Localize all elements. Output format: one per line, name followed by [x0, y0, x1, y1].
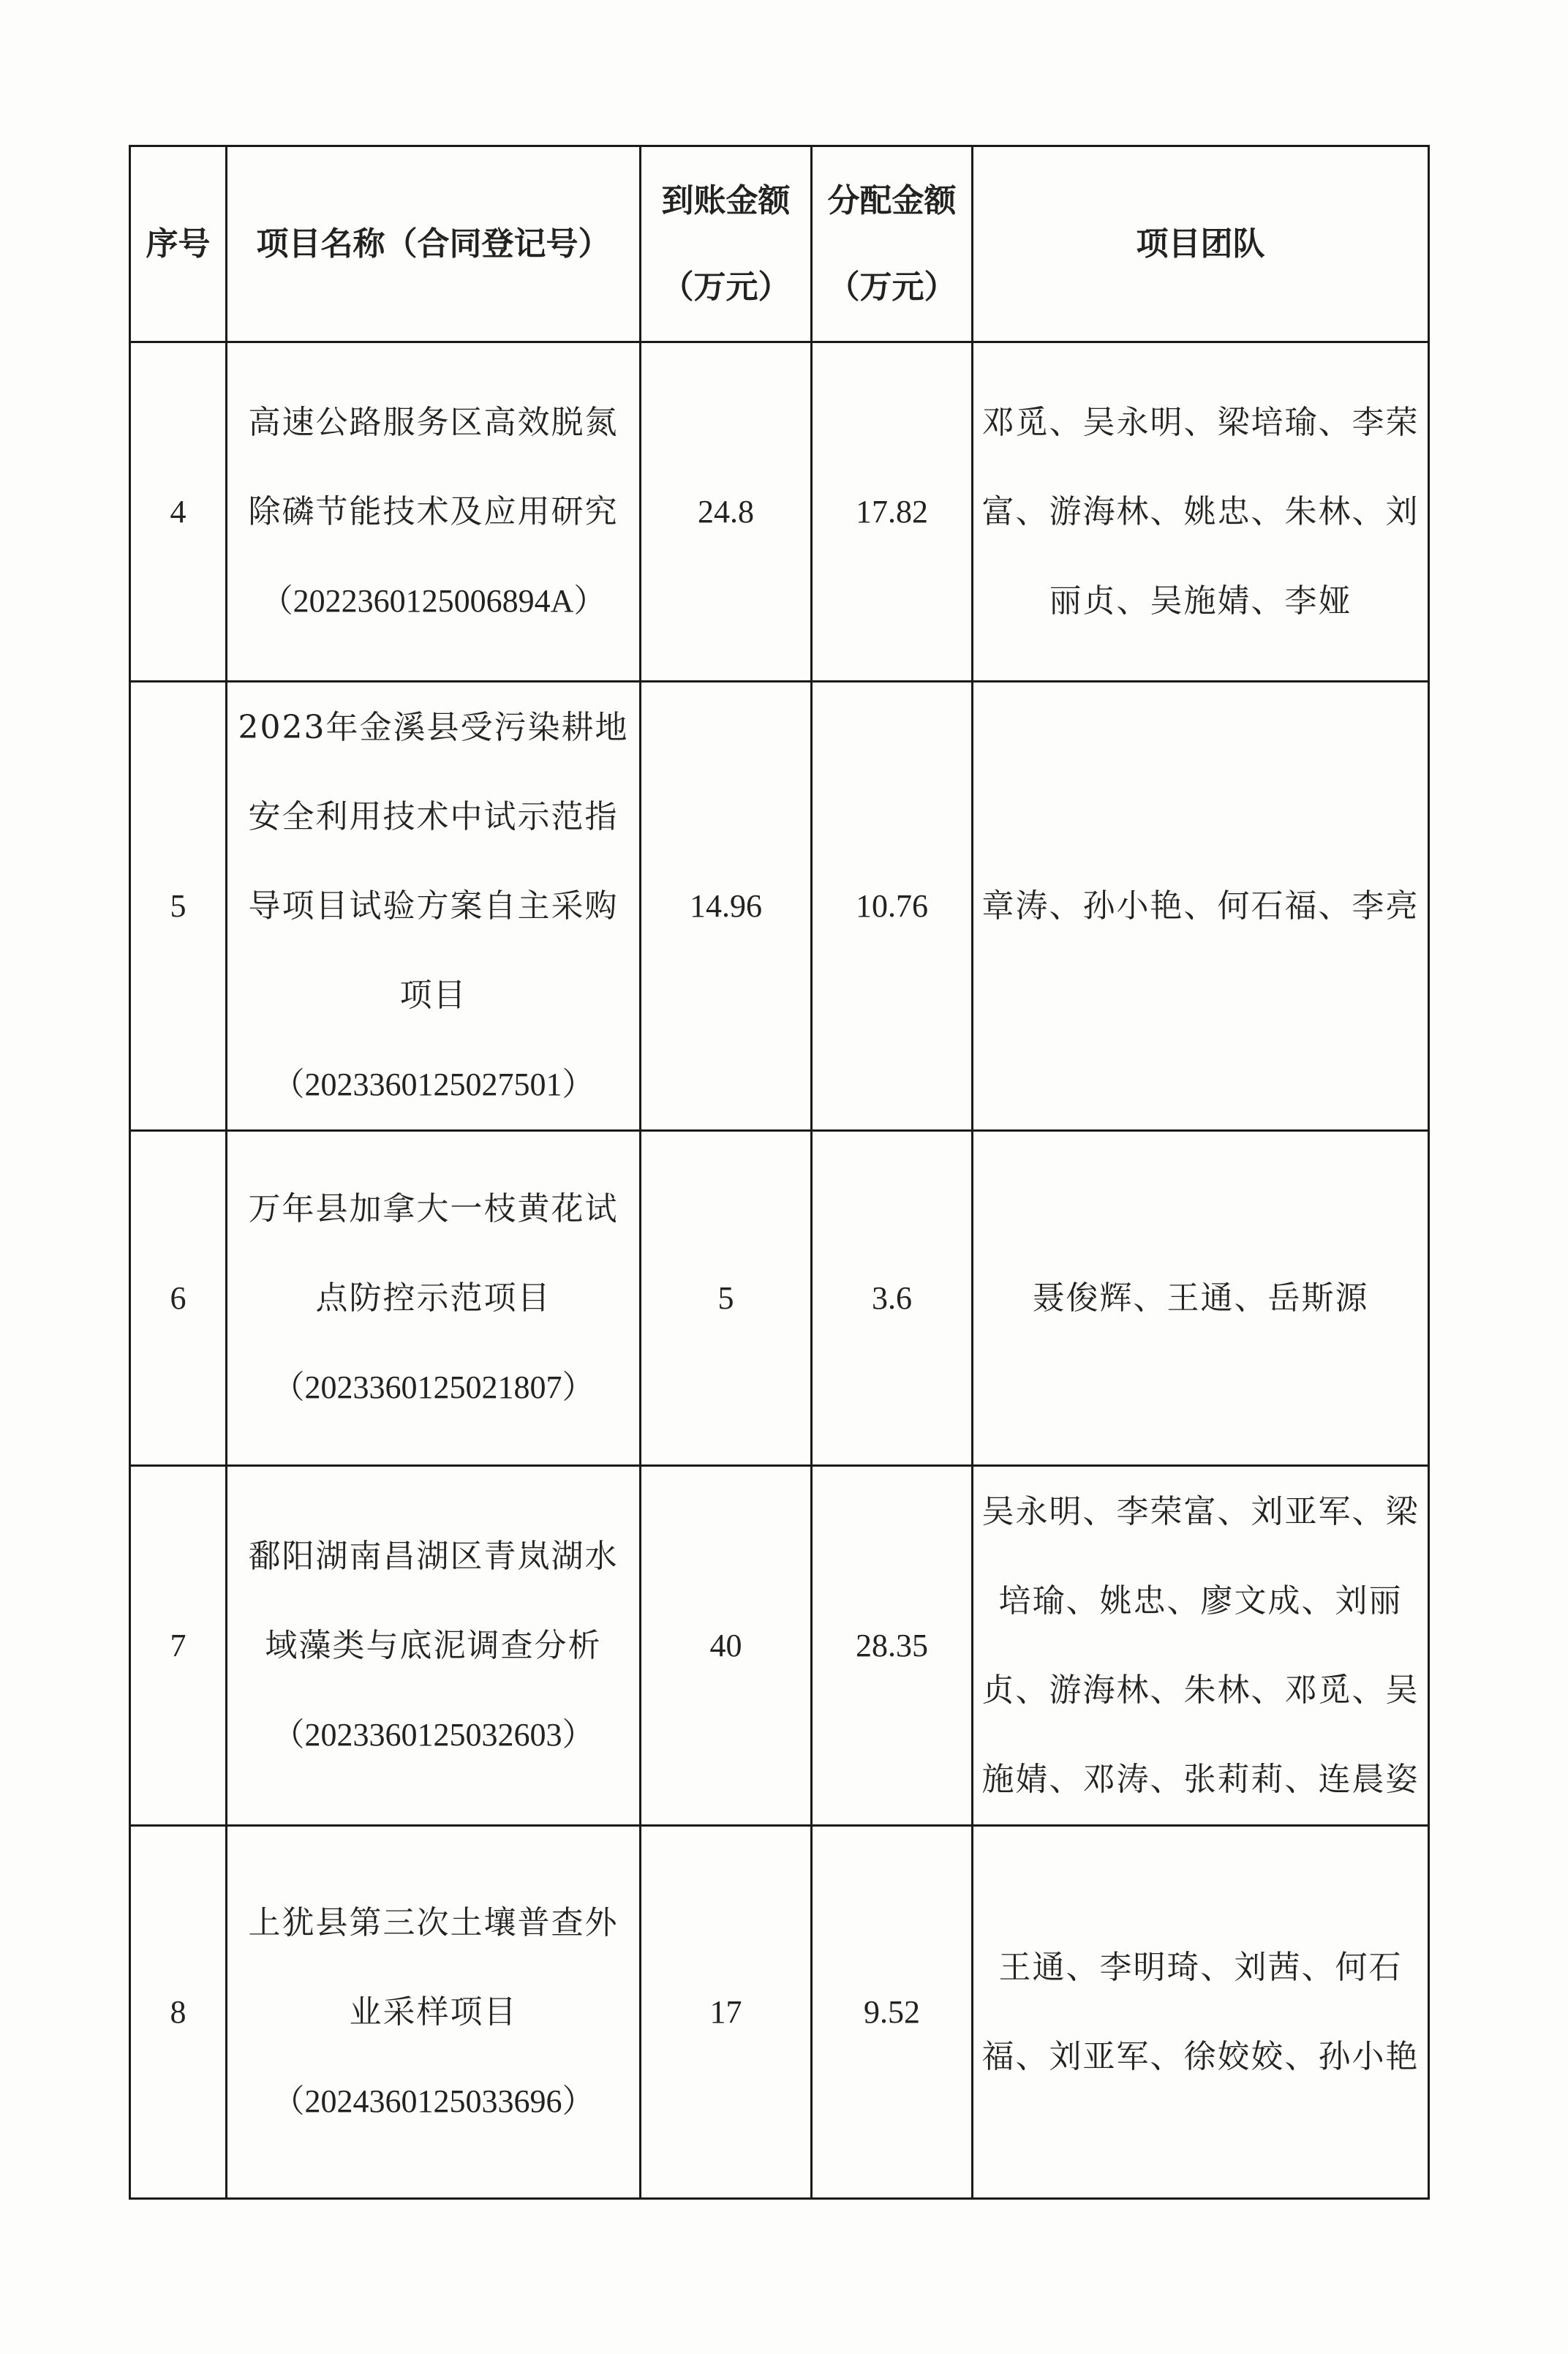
table-row [130, 1826, 1429, 2199]
row-project-name [227, 682, 641, 1131]
header-received-label: 到账金额 [661, 181, 791, 219]
row-no: 6 [130, 1131, 227, 1466]
row-project-name [227, 1826, 641, 2199]
row-team: 邓觅、吴永明、梁培瑜、李荣富、游海林、姚忠、朱林、刘丽贞、吴施婧、李娅 [973, 342, 1429, 682]
row-no: 8 [130, 1826, 227, 2199]
header-name: 项目名称（合同登记号） [227, 146, 641, 342]
row-allocated: 9.52 [812, 1826, 973, 2199]
contract-code: （2024360125033696） [272, 2083, 595, 2119]
row-received: 14.96 [641, 682, 812, 1131]
table-row [130, 682, 1429, 1131]
header-no: 序号 [130, 146, 227, 342]
project-title: 高速公路服务区高效脱氮除磷节能技术及应用研究 [248, 403, 619, 530]
project-title: 鄱阳湖南昌湖区青岚湖水域藻类与底泥调查分析 [248, 1537, 619, 1664]
header-allocated-label: 分配金额 [827, 181, 957, 219]
project-title: 上犹县第三次土壤普查外业采样项目 [248, 1903, 619, 2031]
row-no: 7 [130, 1466, 227, 1826]
row-team: 王通、李明琦、刘茜、何石福、刘亚军、徐姣姣、孙小艳 [973, 1826, 1429, 2199]
row-allocated: 3.6 [812, 1131, 973, 1466]
row-allocated: 17.82 [812, 342, 973, 682]
table-header-row [130, 146, 1429, 342]
header-allocated [812, 146, 973, 342]
header-team: 项目团队 [973, 146, 1429, 342]
contract-code: （2022360125006894A） [260, 582, 606, 619]
header-received-unit: （万元） [661, 268, 791, 306]
table-row [130, 342, 1429, 682]
row-received: 40 [641, 1466, 812, 1826]
row-project-name [227, 342, 641, 682]
project-title: 万年县加拿大一枝黄花试点防控示范项目 [248, 1189, 619, 1317]
funding-table [129, 145, 1430, 2200]
row-no: 4 [130, 342, 227, 682]
row-no: 5 [130, 682, 227, 1131]
row-allocated: 10.76 [812, 682, 973, 1131]
row-team: 吴永明、李荣富、刘亚军、梁培瑜、姚忠、廖文成、刘丽贞、游海林、朱林、邓觅、吴施婧、邓涛、张莉莉、连晨姿 [973, 1466, 1429, 1826]
row-received: 24.8 [641, 342, 812, 682]
row-team: 聂俊辉、王通、岳斯源 [973, 1131, 1429, 1466]
row-received: 17 [641, 1826, 812, 2199]
row-team: 章涛、孙小艳、何石福、李亮 [973, 682, 1429, 1131]
table-row [130, 1466, 1429, 1826]
row-project-name [227, 1466, 641, 1826]
row-allocated: 28.35 [812, 1466, 973, 1826]
header-received [641, 146, 812, 342]
header-allocated-unit: （万元） [827, 268, 957, 306]
table-row [130, 1131, 1429, 1466]
project-title: 2023年金溪县受污染耕地安全利用技术中试示范指导项目试验方案自主采购项目 [238, 708, 629, 1014]
row-project-name [227, 1131, 641, 1466]
contract-code: （2023360125032603） [272, 1716, 595, 1753]
contract-code: （2023360125021807） [272, 1369, 595, 1405]
contract-code: （2023360125027501） [272, 1066, 595, 1102]
row-received: 5 [641, 1131, 812, 1466]
